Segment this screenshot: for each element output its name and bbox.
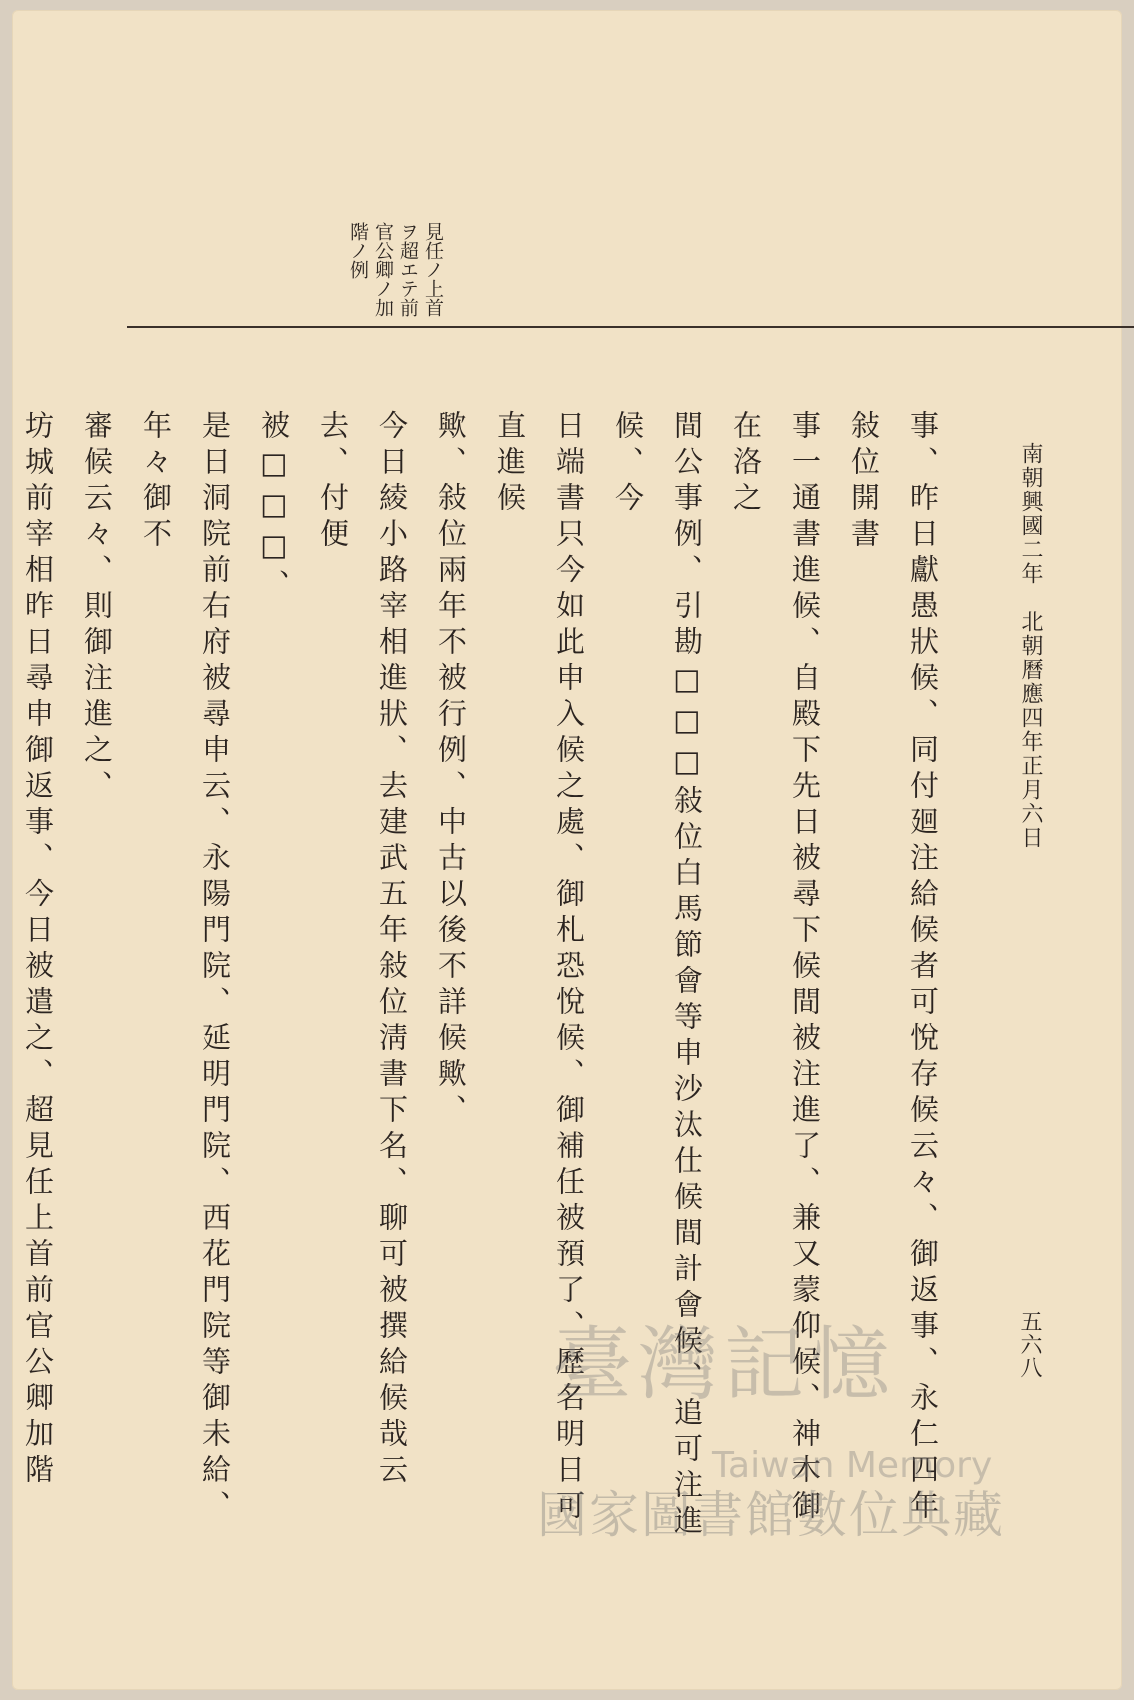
text-line: 事、昨日獻愚狀候、同付廻注給候者可悅存候云々、御返事、永仁四年敍位開書	[847, 410, 940, 1526]
margin-note: 見任ノ上首ヲ超エテ前官公卿ノ加階ノ例	[347, 222, 444, 317]
page-number: 五六八	[1017, 1310, 1042, 1379]
text-line: 事一通書進候、自殿下先日被尋下候間被注進了、兼又蒙仰候、神木御在洛之	[729, 410, 822, 1526]
margin-rule	[127, 326, 1134, 328]
text-line: 間公事例、引勘□□□敍位白馬節會等申沙汰仕候間計會候、追可注進候、今	[611, 410, 704, 1541]
text-line: 日端書只今如此申入候之處、御札恐悅候、御補任被預了、歷名明日可直進候	[493, 410, 586, 1526]
text-line: 今日綾小路宰相進狀、去建武五年敍位淸書下名、聊可被撰給候哉云去、付便	[316, 410, 409, 1490]
text-line: 被□□□、	[257, 410, 291, 605]
text-line: 坊城前宰相昨日尋申御返事、今日被遣之、超見任上首前官公卿加階	[21, 410, 55, 1490]
document-page	[12, 10, 1122, 1690]
running-header: 南朝興國二年 北朝曆應四年正月六日	[1018, 442, 1043, 850]
text-line: 歟、敍位兩年不被行例、中古以後不詳候歟、	[434, 410, 468, 1130]
watermark-english: Taiwan Memory	[712, 1445, 993, 1486]
watermark-org: 國家圖書館數位典藏	[537, 1486, 1005, 1544]
text-line: 審候云々、則御注進之、	[80, 410, 114, 806]
text-line: 是日洞院前右府被尋申云、永陽門院、延明門院、西花門院等御未給、年々御不	[139, 410, 232, 1526]
watermark-logo: 臺灣記憶	[552, 1318, 896, 1411]
